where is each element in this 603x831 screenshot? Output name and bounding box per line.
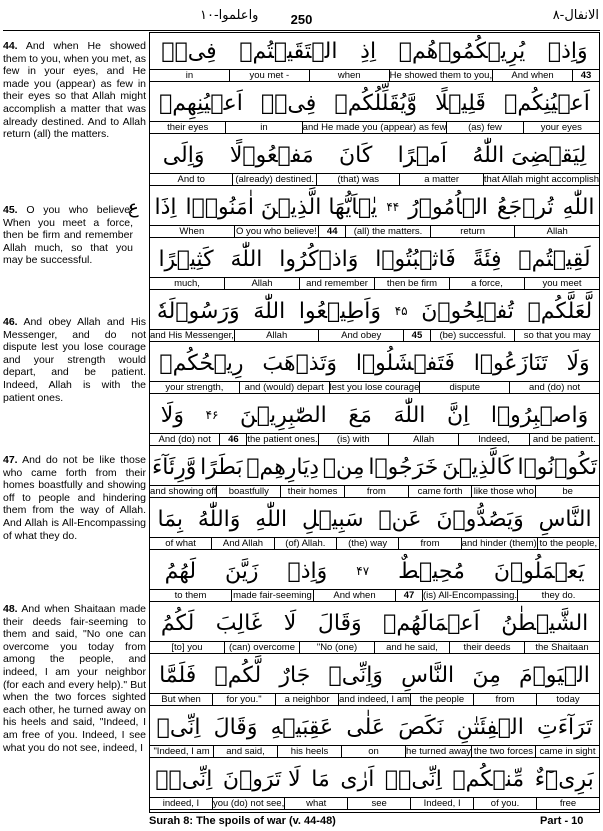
- gloss-cell: O you who believe!: [234, 226, 319, 237]
- header-rule: [3, 30, 600, 31]
- arabic-word: مِّنۡکُمۡ: [452, 766, 525, 792]
- arabic-word: وَاِنِّیۡ: [328, 662, 383, 688]
- arabic-word: وَتَذۡهَبَ: [262, 350, 338, 376]
- arabic-word: ۴۵: [394, 304, 408, 318]
- gloss-cell: (is) All-Encompassing.: [423, 590, 517, 601]
- gloss-cell: 45: [403, 330, 430, 341]
- arabic-word: لَهُمُ: [164, 558, 197, 584]
- gloss-cell: came in sight: [535, 746, 599, 757]
- arabic-word: وَاذۡکُرُوا: [279, 246, 359, 272]
- grid-row: [150, 657, 599, 709]
- arabic-word: نَکَصَ: [398, 714, 444, 740]
- arabic-word: وَقَالَ: [213, 714, 258, 740]
- arabic-word: فِیۡۤ: [261, 90, 317, 116]
- arabic-word: بَطَرًا: [200, 454, 243, 480]
- arabic-word: وَاَطِیۡعُوا: [298, 298, 382, 324]
- gloss-cell: Allah: [234, 330, 319, 341]
- arabic-line: [150, 605, 599, 641]
- arabic-word: وَلَا: [566, 350, 590, 376]
- verse-text: And obey Allah and His Messenger, and do not dispute lest you lose courage and your strength would depart, and be patient. Indeed, Allah is with the patient ones.: [3, 316, 146, 404]
- arabic-word: بِمَا: [157, 506, 184, 532]
- gloss-cell: 44: [318, 226, 345, 237]
- gloss-cell: And obey: [318, 330, 403, 341]
- gloss-cell: and he said,: [374, 642, 449, 653]
- translation-47: [3, 454, 146, 542]
- arabic-word: وَاللّٰهُ: [197, 506, 241, 532]
- gloss-cell: for you.": [212, 694, 275, 705]
- arabic-word: اَعۡیُنِکُمۡ: [504, 90, 590, 116]
- arabic-word: الشَّیۡطٰنُ: [501, 610, 589, 636]
- gloss-line: [150, 173, 599, 186]
- arabic-word: یَعۡمَلُوۡنَ: [493, 558, 585, 584]
- arabic-word: لَا تَرَوۡنَ: [222, 766, 301, 792]
- gloss-cell: your strength,: [165, 382, 224, 393]
- arabic-word: وَاِذۡ: [547, 38, 588, 64]
- gloss-cell: be: [535, 486, 599, 497]
- grid-row: [150, 189, 599, 241]
- arabic-word: لَا: [283, 610, 297, 636]
- arabic-word: تَنَازَعُوۡا: [473, 350, 548, 376]
- arabic-line: [150, 709, 599, 745]
- gloss-cell: Allah: [514, 226, 599, 237]
- gloss-cell: the patient ones.: [247, 434, 318, 445]
- arabic-word: رِیۡحُکُمۡ: [159, 350, 244, 376]
- grid-row: [150, 605, 599, 657]
- arabic-word: تَکُوۡنُوۡا: [517, 454, 598, 480]
- gloss-cell: return: [430, 226, 515, 237]
- arabic-word: وَّرِئَآءَ: [151, 454, 197, 480]
- gloss-cell: and indeed, I am: [339, 694, 410, 705]
- gloss-line: [150, 121, 599, 134]
- arabic-word: وَلَا: [160, 402, 184, 428]
- translation-48: [3, 603, 146, 754]
- gloss-cell: and hinder (them): [461, 538, 537, 549]
- grid-row: [150, 85, 599, 137]
- word-by-word-grid: [149, 32, 600, 813]
- sajda-mark: ع: [128, 197, 139, 218]
- page-number: 250: [290, 12, 313, 27]
- arabic-word: لَقِیۡتُمۡ: [518, 246, 591, 272]
- arabic-word: اِنَّ: [446, 402, 470, 428]
- gloss-cell: boastfully: [216, 486, 280, 497]
- gloss-cell: much,: [174, 278, 200, 289]
- gloss-cell: (of) Allah.: [274, 538, 336, 549]
- gloss-cell: then be firm: [374, 278, 449, 289]
- arabic-line: [150, 501, 599, 537]
- grid-row: [150, 449, 599, 501]
- gloss-cell: from: [473, 694, 536, 705]
- grid-row: [150, 33, 599, 85]
- gloss-cell: (can) overcome: [224, 642, 299, 653]
- gloss-cell: Allah: [388, 434, 458, 445]
- footer-surah-title: Surah 8: The spoils of war (v. 44-48): [149, 815, 336, 827]
- arabic-line: [150, 293, 599, 329]
- arabic-word: مَعَ: [348, 402, 372, 428]
- grid-row: [150, 137, 599, 189]
- arabic-line: [150, 189, 599, 225]
- arabic-line: [150, 137, 599, 173]
- gloss-cell: and He made you (appear) as few: [302, 122, 447, 133]
- gloss-cell: "Indeed, I am: [153, 746, 210, 757]
- arabic-line: [150, 761, 599, 797]
- gloss-cell: and be patient.: [529, 434, 599, 445]
- arabic-line: [150, 553, 599, 589]
- grid-row: [150, 553, 599, 605]
- gloss-cell: And (do) not: [158, 434, 211, 445]
- grid-row: [150, 501, 599, 553]
- arabic-word: الصّٰبِرِیۡنَ: [240, 402, 327, 428]
- gloss-cell: his heels: [277, 746, 341, 757]
- translation-45: [3, 204, 133, 267]
- gloss-cell: to them: [174, 590, 207, 601]
- arabic-word: اَمۡرًا: [397, 142, 448, 168]
- gloss-cell: that Allah might accomplish: [483, 174, 599, 185]
- arabic-word: مِنۡ: [322, 454, 365, 480]
- arabic-word: وَیَصُدُّوۡنَ: [436, 506, 524, 532]
- arabic-word: اَعۡیُنِهِمۡ: [159, 90, 243, 116]
- gloss-cell: you meet: [524, 278, 599, 289]
- gloss-line: [150, 537, 599, 550]
- arabic-word: فَتَفۡشَلُوۡا: [355, 350, 455, 376]
- gloss-cell: from: [344, 486, 408, 497]
- arabic-word: مُحِیۡطٌ: [398, 558, 465, 584]
- grid-row: [150, 397, 599, 449]
- arabic-word: زَیَّنَ: [225, 558, 259, 584]
- gloss-cell: 43: [572, 70, 599, 81]
- arabic-word: مِنَ: [472, 662, 501, 688]
- verse-number: 44.: [3, 40, 18, 52]
- gloss-cell: on: [341, 746, 405, 757]
- gloss-cell: to the people,: [537, 538, 599, 549]
- gloss-line: [150, 381, 599, 394]
- gloss-line: [150, 797, 599, 810]
- gloss-cell: you (do) not see,: [212, 798, 285, 809]
- arabic-word: غَالِبَ: [215, 610, 263, 636]
- grid-row: [150, 293, 599, 345]
- gloss-cell: When: [179, 226, 205, 237]
- arabic-word: النَّاسِ: [538, 506, 592, 532]
- gloss-cell: Allah: [224, 278, 299, 289]
- arabic-word: وَقَالَ: [317, 610, 362, 636]
- verse-text: And when Shaitaan made their deeds fair-seeming to them and said, "No one can overcome you today from among the people, and indeed, I am your neighbor (for each and every help)." But when the two forces sighted each other, he turned away on his heels and said, "Indeed, I am free of you. Indeed, I see what you do not see, indeed, I: [3, 603, 146, 754]
- arabic-line: [150, 85, 599, 121]
- arabic-word: فِیۡۤ: [161, 38, 217, 64]
- arabic-word: وَاِذۡ: [287, 558, 328, 584]
- gloss-line: [150, 69, 599, 82]
- arabic-word: الۡیَوۡمَ: [519, 662, 590, 688]
- gloss-cell: (the) way: [336, 538, 398, 549]
- gloss-cell: Indeed,: [458, 434, 528, 445]
- arabic-line: [150, 241, 599, 277]
- gloss-cell: and His Messenger,: [149, 330, 234, 341]
- arabic-word: مَا: [311, 766, 330, 792]
- gloss-cell: today: [536, 694, 599, 705]
- gloss-cell: their eyes: [167, 122, 209, 133]
- grid-row: [150, 761, 599, 813]
- gloss-cell: and remember: [299, 278, 374, 289]
- gloss-cell: and (would) depart: [239, 382, 329, 393]
- verse-text: And when He showed them to you, when you met, as few in your eyes, and He made you (appear) as few in their eyes so that Allah might accomplish a matter that was already destined. And to Allah return (all) the matters.: [3, 40, 146, 141]
- gloss-cell: 46: [219, 434, 246, 445]
- arabic-line: [150, 33, 599, 69]
- verse-number: 45.: [3, 204, 18, 216]
- gloss-cell: came forth: [408, 486, 472, 497]
- gloss-cell: what: [284, 798, 347, 809]
- arabic-word: قَلِیۡلًا: [435, 90, 486, 116]
- gloss-cell: (as) few: [446, 122, 522, 133]
- arabic-word: لَکُمُ: [160, 610, 195, 636]
- arabic-word: اَعۡمَالَهُمۡ: [383, 610, 480, 636]
- arabic-word: تُرۡجَعُ: [496, 194, 554, 220]
- gloss-cell: a matter: [399, 174, 482, 185]
- gloss-cell: "No (one): [299, 642, 374, 653]
- footer-part: Part - 10: [540, 815, 584, 827]
- arabic-word: تَرَآءَتِ: [536, 714, 593, 740]
- arabic-word: اِذِ: [360, 38, 377, 64]
- gloss-cell: [to] you: [171, 642, 203, 653]
- arabic-word: کَثِیۡرًا: [158, 246, 214, 272]
- gloss-line: [150, 485, 599, 498]
- gloss-line: [150, 745, 599, 758]
- arabic-word: عَقِبَیۡهِ: [270, 714, 334, 740]
- gloss-cell: But when: [161, 694, 201, 705]
- arabic-word: خَرَجُوۡا: [368, 454, 439, 480]
- arabic-word: عَنۡ: [378, 506, 422, 532]
- gloss-cell: they do.: [517, 590, 599, 601]
- gloss-line: [150, 225, 599, 238]
- gloss-cell: dispute: [419, 382, 509, 393]
- gloss-cell: (be) successful.: [430, 330, 515, 341]
- gloss-cell: the Shaitaan: [524, 642, 599, 653]
- arabic-word: یٰۤاَیُّهَا الَّذِیۡنَ اٰمَنُوۡۤا: [185, 194, 378, 220]
- gloss-cell: and said,: [213, 746, 277, 757]
- translation-44: [3, 40, 146, 141]
- gloss-line: [150, 589, 599, 602]
- gloss-cell: see: [347, 798, 410, 809]
- verse-text: And do not be like those who came forth from their homes boastfully and showing off to people and hindering them from the way of Allah. And Allah is All-Encompassing of what they do.: [3, 454, 146, 542]
- arabic-line: [150, 397, 599, 433]
- verse-number: 48.: [3, 603, 18, 615]
- arabic-word: النَّاسِ: [401, 662, 455, 688]
- verse-number: 46.: [3, 316, 18, 328]
- arabic-word: اِنِّیۡۤ: [384, 766, 442, 792]
- arabic-word: لَّعَلَّکُمۡ: [527, 298, 593, 324]
- verse-text: O you who believe! When you meet a force, then be firm and remember Allah much, so that you may be successful.: [3, 204, 133, 267]
- gloss-line: [150, 641, 599, 654]
- arabic-word: تُفۡلِحُوۡنَ: [421, 298, 514, 324]
- arabic-word: وَرَسُوۡلَهٗ: [156, 298, 240, 324]
- gloss-cell: (that) was: [316, 174, 399, 185]
- arabic-word: مَفۡعُوۡلًا: [229, 142, 314, 168]
- arabic-word: اِنِّیۡ: [156, 714, 201, 740]
- arabic-word: کَانَ: [339, 142, 373, 168]
- grid-row: [150, 345, 599, 397]
- arabic-line: [150, 449, 599, 485]
- gloss-cell: in: [225, 122, 301, 133]
- gloss-cell: 47: [395, 590, 422, 601]
- arabic-word: الۡتَقَیۡتُمۡ: [239, 38, 338, 64]
- arabic-word: اللّٰهَ: [393, 402, 426, 428]
- gloss-cell: (already) destined.: [232, 174, 315, 185]
- gloss-cell: (is) with: [318, 434, 388, 445]
- arabic-word: اِذَا: [154, 194, 177, 220]
- gloss-cell: their homes: [280, 486, 344, 497]
- arabic-word: یُرِیۡکُمُوۡهُمۡ: [398, 38, 526, 64]
- gloss-cell: lest you lose courage: [329, 382, 420, 393]
- arabic-word: الۡفِئَتٰنِ: [456, 714, 524, 740]
- arabic-word: اللّٰهِ: [562, 194, 595, 220]
- gloss-line: [150, 433, 599, 446]
- arabic-word: عَلٰی: [346, 714, 386, 740]
- translation-46: [3, 316, 146, 404]
- gloss-cell: a neighbor: [275, 694, 338, 705]
- gloss-cell: a force,: [449, 278, 524, 289]
- gloss-cell: (all) the matters.: [345, 226, 430, 237]
- gloss-cell: And Allah: [211, 538, 273, 549]
- arabic-word: فَاثۡبُتُوۡا: [375, 246, 456, 272]
- gloss-cell: when: [309, 70, 389, 81]
- arabic-word: ۴۷: [356, 564, 370, 578]
- arabic-word: سَبِیۡلِ: [302, 506, 364, 532]
- arabic-word: اللّٰهَ: [230, 246, 263, 272]
- gloss-cell: And when: [492, 70, 572, 81]
- gloss-cell: And to: [177, 174, 205, 185]
- gloss-cell: Indeed, I: [410, 798, 473, 809]
- grid-row: [150, 709, 599, 761]
- arabic-word: اللّٰهَ: [253, 298, 286, 324]
- grid-row: [150, 241, 599, 293]
- arabic-word: لَّکُمۡ: [214, 662, 262, 688]
- gloss-cell: in: [185, 70, 194, 81]
- gloss-cell: indeed, I: [162, 798, 200, 809]
- gloss-cell: the two forces: [471, 746, 535, 757]
- arabic-line: [150, 345, 599, 381]
- arabic-word: وَاصۡبِرُوۡا: [490, 402, 589, 428]
- gloss-cell: and showing off: [150, 486, 217, 497]
- arabic-word: فِئَةً: [472, 246, 502, 272]
- gloss-cell: He showed them to you,: [389, 70, 493, 81]
- gloss-cell: of you.: [473, 798, 536, 809]
- gloss-cell: the people: [410, 694, 473, 705]
- gloss-cell: he turned away: [406, 746, 471, 757]
- arabic-word: اِنِّیۡۤ: [155, 766, 213, 792]
- arabic-word: ۴۶: [205, 408, 219, 422]
- gloss-cell: you met -: [229, 70, 309, 81]
- gloss-line: [150, 693, 599, 706]
- arabic-word: لِیَقۡضِیَ اللّٰهُ: [472, 142, 587, 168]
- gloss-line: [150, 277, 599, 290]
- gloss-cell: from: [398, 538, 460, 549]
- arabic-word: دِیَارِهِمۡ: [246, 454, 320, 480]
- arabic-word: بَرِیۡٓءٌ: [534, 766, 594, 792]
- gloss-line: [150, 329, 599, 342]
- arabic-word: الۡاُمُوۡرُ: [408, 194, 488, 220]
- arabic-word: کَالَّذِیۡنَ: [442, 454, 514, 480]
- arabic-word: اَرٰی: [340, 766, 375, 792]
- arabic-word: وَاِلَی: [162, 142, 205, 168]
- gloss-cell: and (do) not: [509, 382, 599, 393]
- verse-number: 47.: [3, 454, 18, 466]
- header-surah: الانفال-٨: [552, 8, 599, 23]
- gloss-cell: And when: [313, 590, 395, 601]
- gloss-cell: so that you may: [514, 330, 599, 341]
- arabic-word: ۴۴: [386, 200, 400, 214]
- gloss-cell: of what: [165, 538, 196, 549]
- arabic-word: وَّیُقَلِّلُکُمۡ: [334, 90, 417, 116]
- gloss-cell: made fair-seeming: [231, 590, 313, 601]
- header-juz: واعلموا-١٠: [200, 8, 259, 23]
- arabic-word: جَارٌ: [279, 662, 311, 688]
- arabic-word: فَلَمَّا: [159, 662, 197, 688]
- gloss-cell: your eyes: [523, 122, 599, 133]
- gloss-cell: like those who: [471, 486, 535, 497]
- arabic-line: [150, 657, 599, 693]
- gloss-cell: their deeds: [449, 642, 524, 653]
- arabic-word: اللّٰهِ: [255, 506, 288, 532]
- gloss-cell: free: [536, 798, 599, 809]
